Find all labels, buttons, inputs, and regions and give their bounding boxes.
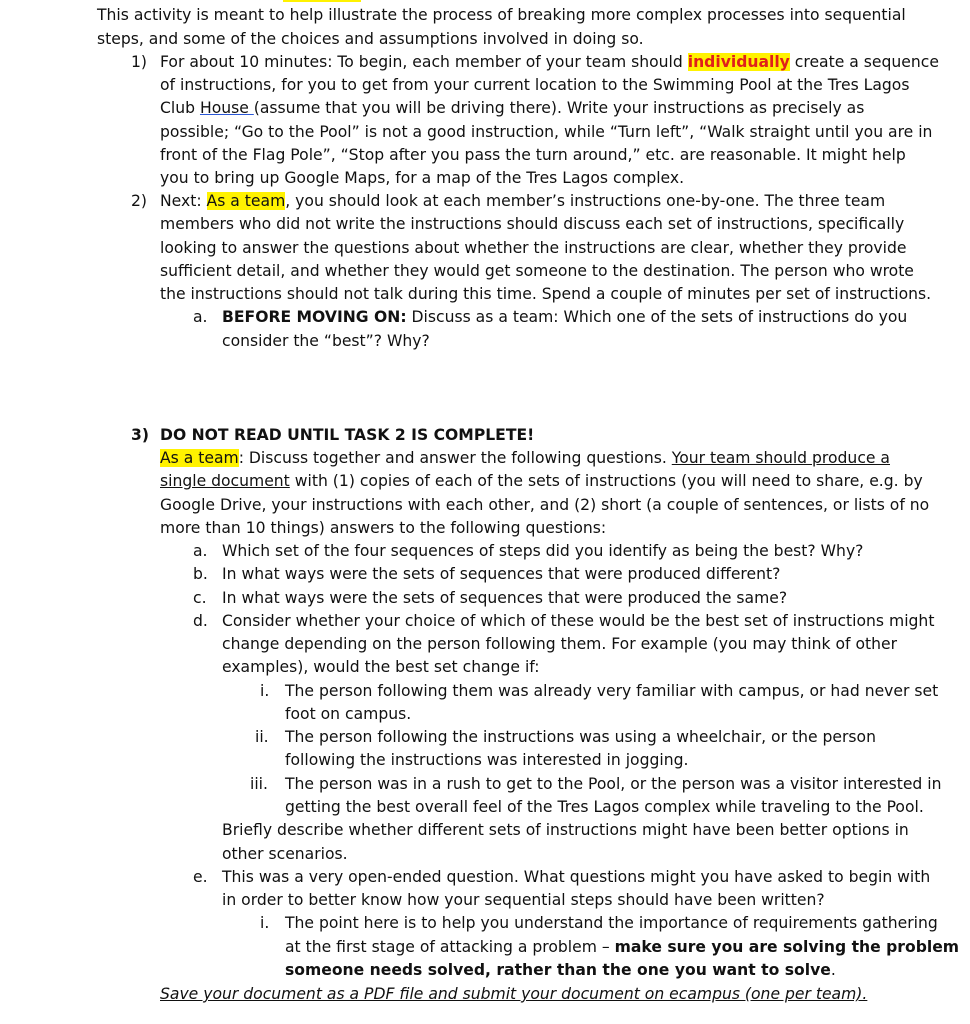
question-d-ii-line-2: following the instructions was interested in jogging. bbox=[285, 751, 689, 769]
question-d-iii-line-2: getting the best overall feel of the Tres Lagos complex while traveling to the Pool. bbox=[285, 798, 924, 816]
task1-number: 1) bbox=[131, 53, 148, 71]
task1-line-5: front of the Flag Pole”, “Stop after you pass the turn around,” etc. are reasonable. It might help bbox=[160, 146, 906, 164]
task3-number: 3) bbox=[131, 426, 149, 444]
question-d-ii-line-1: The person following the instructions was using a wheelchair, or the person bbox=[285, 728, 876, 746]
question-a: Which set of the four sequences of steps did you identify as being the best? Why? bbox=[222, 542, 864, 560]
question-d-i-line-2: foot on campus. bbox=[285, 705, 412, 723]
task3-line-3: Google Drive, your instructions with each other, and (2) short (a couple of sentences, or lists of no bbox=[160, 496, 930, 514]
task2-sub-a-line-1: BEFORE MOVING ON: Discuss as a team: Which one of the sets of instructions do you bbox=[222, 308, 908, 326]
question-b: In what ways were the sets of sequences that were produced different? bbox=[222, 565, 781, 583]
task2-sub-a-label: a. bbox=[193, 308, 208, 326]
question-a-label: a. bbox=[193, 542, 208, 560]
task3-heading: DO NOT READ UNTIL TASK 2 IS COMPLETE! bbox=[160, 426, 535, 444]
task3-line-2: single document with (1) copies of each of the sets of instructions (you will need to share, e.g. by bbox=[160, 472, 923, 490]
task2-sub-a-line-2: consider the “best”? Why? bbox=[222, 332, 430, 350]
question-d-label: d. bbox=[193, 612, 208, 630]
task3-line-1: As a team: Discuss together and answer the following questions. Your team should produce a bbox=[160, 449, 890, 467]
highlight-fragment bbox=[283, 0, 361, 2]
question-e-i-label: i. bbox=[260, 914, 270, 932]
question-e-i-line-2: at the first stage of attacking a problem – make sure you are solving the problem bbox=[285, 938, 960, 956]
task2-number: 2) bbox=[131, 192, 148, 210]
task3-line-4: more than 10 things) answers to the following questions: bbox=[160, 519, 607, 537]
task1-line-3: Club House (assume that you will be driving there). Write your instructions as precisely as bbox=[160, 99, 865, 117]
intro-line-2: steps, and some of the choices and assumptions involved in doing so. bbox=[97, 30, 644, 48]
question-d-i-label: i. bbox=[260, 682, 270, 700]
as-a-team-highlight: As a team bbox=[206, 192, 286, 210]
task1-line-2: of instructions, for you to get from your current location to the Swimming Pool at the Tres Lagos bbox=[160, 76, 910, 94]
question-e-i-line-3: someone needs solved, rather than the one you want to solve. bbox=[285, 961, 836, 979]
question-d-line-2: change depending on the person following them. For example (you may think of other bbox=[222, 635, 898, 653]
club-house-link[interactable]: House bbox=[199, 99, 254, 117]
task2-line-3: looking to answer the questions about whether the instructions are clear, whether they provide bbox=[160, 239, 907, 257]
question-d-ii-label: ii. bbox=[255, 728, 269, 746]
question-e-i-line-1: The point here is to help you understand the importance of requirements gathering bbox=[285, 914, 938, 932]
task2-line-1: Next: As a team, you should look at each member’s instructions one-by-one. The three team bbox=[160, 192, 886, 210]
question-c-label: c. bbox=[193, 589, 207, 607]
question-e-label: e. bbox=[193, 868, 208, 886]
question-d-end-line-2: other scenarios. bbox=[222, 845, 348, 863]
task1-line-4: possible; “Go to the Pool” is not a good instruction, while “Turn left”, “Walk straight until you are in bbox=[160, 123, 933, 141]
task2-line-4: sufficient detail, and whether they would get someone to the destination. The person who wrote bbox=[160, 262, 914, 280]
question-d-end-line-1: Briefly describe whether different sets of instructions might have been better options in bbox=[222, 821, 909, 839]
as-a-team-highlight-2: As a team bbox=[160, 449, 239, 467]
task2-line-5: the instructions should not talk during this time. Spend a couple of minutes per set of instructions. bbox=[160, 285, 932, 303]
question-e-line-2: in order to better know how your sequential steps should have been written? bbox=[222, 891, 825, 909]
task1-line-1: For about 10 minutes: To begin, each member of your team should individually create a sequence bbox=[160, 53, 939, 71]
submission-instruction: Save your document as a PDF file and submit your document on ecampus (one per team). bbox=[160, 985, 868, 1003]
question-d-line-1: Consider whether your choice of which of these would be the best set of instructions might bbox=[222, 612, 935, 630]
task1-line-6: you to bring up Google Maps, for a map of the Tres Lagos complex. bbox=[160, 169, 685, 187]
question-d-line-3: examples), would the best set change if: bbox=[222, 658, 540, 676]
question-d-iii-label: iii. bbox=[250, 775, 268, 793]
task2-line-2: members who did not write the instructions should discuss each set of instructions, specifically bbox=[160, 215, 905, 233]
question-b-label: b. bbox=[193, 565, 208, 583]
intro-line-1: This activity is meant to help illustrate the process of breaking more complex processes into sequential bbox=[97, 6, 906, 24]
question-e-line-1: This was a very open-ended question. What questions might you have asked to begin with bbox=[222, 868, 931, 886]
individually-highlight: individually bbox=[687, 53, 790, 71]
question-c: In what ways were the sets of sequences that were produced the same? bbox=[222, 589, 788, 607]
question-d-i-line-1: The person following them was already very familiar with campus, or had never set bbox=[285, 682, 939, 700]
question-d-iii-line-1: The person was in a rush to get to the Pool, or the person was a visitor interested in bbox=[285, 775, 942, 793]
